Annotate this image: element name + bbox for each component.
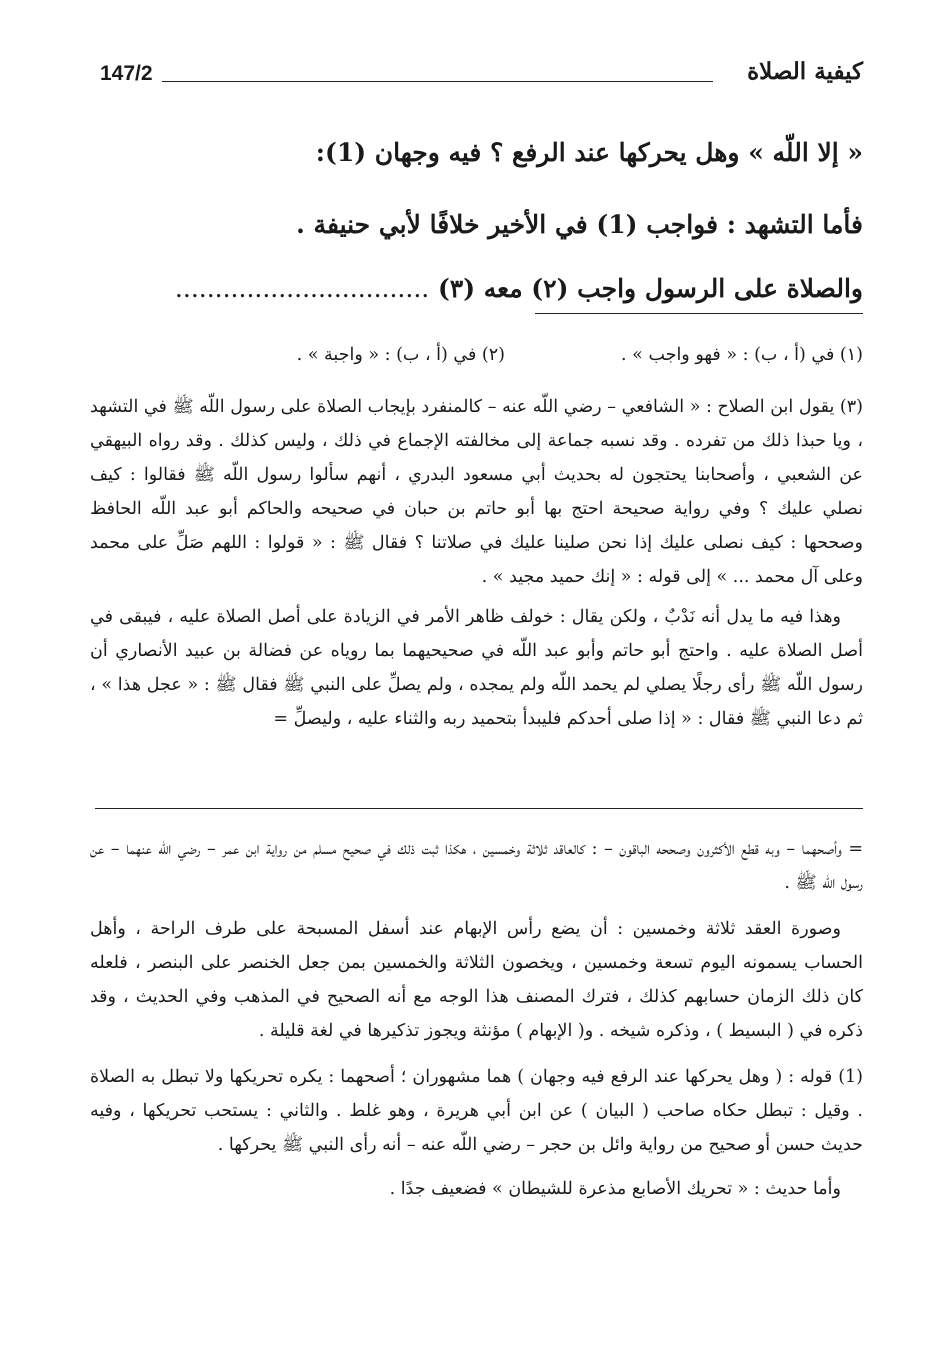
- page-number: 147/2: [100, 62, 153, 85]
- main-text-line-2: فأما التشهد : فواجب (1) في الأخير خلافًا لأبي حنيفة .: [296, 210, 863, 239]
- continued-note-para-2: وصورة العقد ثلاثة وخمسين : أن يضع رأس الإبهام عند أسفل المسبحة على طرف الراحة ، وأهل الحساب يسمونه اليوم تسعة وخمسين ، ويخصون الثلاثة والخمسين بمن جعل الخنصر على البنصر ، فلعله كان ذلك الزمان حسابهم كذلك ، فترك المصنف هذا الوجه مع أنه الصحيح في المذهب وفي الحديث ، وقد ذكره في ( البسيط ) ، وذكره شيخه . و( الإبهام ) مؤنثة ويجوز تذكيرها في لغة قليلة .: [90, 919, 863, 1041]
- continued-note: [90, 832, 863, 1206]
- footnote-1: (١) في (أ ، ب) : « فهو واجب » .: [621, 345, 863, 365]
- main-text-line-1: « إلا اللّه » وهل يحركها عند الرفع ؟ فيه وجهان (1):: [315, 138, 863, 167]
- note-1: (1) قوله : ( وهل يحركها عند الرفع فيه وجهان ) هما مشهوران ؛ أصحهما : يكره تحريكها ولا تبطل به الصلاة . وقيل : تبطل حكاه صاحب ( البيان ) عن ابن أبي هريرة ، وهو غلط . والثاني : يستحب تحريكها ، وفيه حديث حسن أو صحيح من رواية وائل بن حجر – رضي اللّه عنه – أنه رأى النبي ﷺ يحركها .: [90, 1067, 863, 1155]
- footnote-separator-top: [535, 313, 863, 314]
- running-title: كيفية الصلاة: [747, 58, 863, 85]
- section-divider: [95, 808, 863, 809]
- continuation-dots: ................................: [174, 274, 430, 303]
- footnote-row-1-2: [100, 345, 863, 375]
- footnote-3-para-1: (٣) يقول ابن الصلاح : « الشافعي – رضي اللّه عنه – كالمنفرد بإيجاب الصلاة على رسول اللّه ﷺ في التشهد ، ويا حبذا ذلك من تفرده . وقد نسبه جماعة إلى مخالفته الإجماع في ذلك ، وليس كذلك . وقد رواه البيهقي عن الشعبي ، وأصحابنا يحتجون له بحديث أبي مسعود البدري ، أنهم سألوا رسول اللّه ﷺ فقالوا : كيف نصلي عليك ؟ وفي رواية صحيحة احتج بها أبو حاتم بن حبان في صحيحه والحاكم أبو عبد اللّه الحافظ وصححها : كيف نصلى عليك إذا نحن صلينا عليك في صلاتنا ؟ فقال ﷺ : « قولوا : اللهم صَلِّ على محمد وعلى آل محمد ... » إلى قوله : « إنك حميد مجيد » .: [90, 397, 863, 587]
- note-last: وأما حديث : « تحريك الأصابع مذعرة للشيطان » فضعيف جدًا .: [389, 1179, 841, 1199]
- main-text-line-3: [95, 274, 863, 303]
- header-rule: [162, 81, 713, 82]
- continued-note-para-1: = وأصحهما – وبه قطع الأكثرون وصححه الباقون – : كالعاقد ثلاثة وخمسين ، هكذا ثبت ذلك في صحيح مسلم من رواية ابن عمر – رضي اللّه عنهما – عن رسول اللّه ﷺ .: [90, 839, 863, 893]
- footnote-3: [90, 390, 863, 736]
- footnote-2: (٢) في (أ ، ب) : « واجبة » .: [296, 345, 505, 365]
- page-header: [100, 58, 863, 98]
- main-text-line-3-content: والصلاة على الرسول واجب (٢) معه (٣): [437, 274, 863, 303]
- footnote-3-para-2: وهذا فيه ما يدل أنه نَدْبٌ ، ولكن يقال : خولف ظاهر الأمر في الزيادة على أصل الصلاة عليه ، فيبقى في أصل الصلاة عليه . واحتج أبو حاتم وأبو عبد اللّه في صحيحيهما بما روياه عن فضالة بن عبيد الأنصاري أن رسول اللّه ﷺ رأى رجلًا يصلي لم يحمد اللّه ولم يمجده ، ولم يصلِّ على النبي ﷺ فقال ﷺ : « عجل هذا » ، ثم دعا النبي ﷺ فقال : « إذا صلى أحدكم فليبدأ بتحميد ربه والثناء عليه ، وليصلِّ =: [90, 607, 863, 729]
